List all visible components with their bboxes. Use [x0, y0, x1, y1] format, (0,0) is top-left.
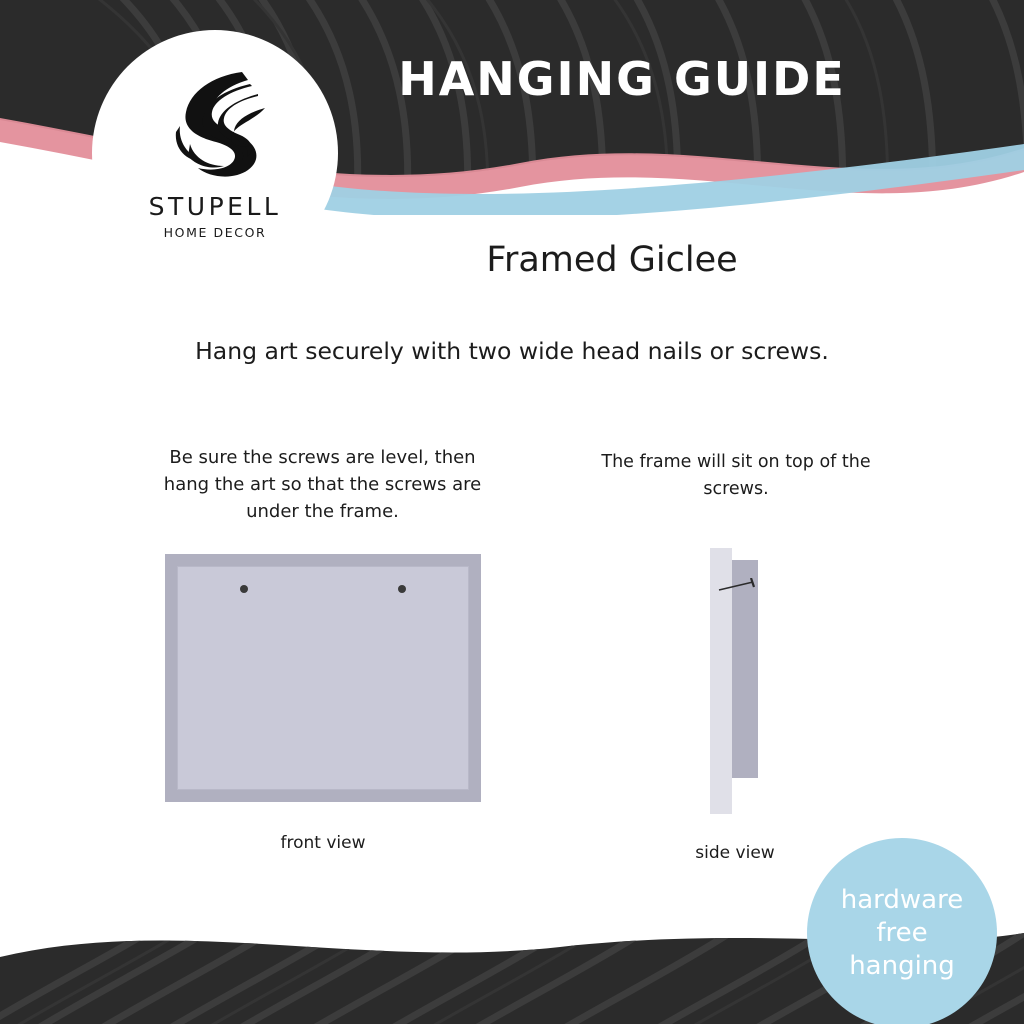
- brand-name: STUPELL: [148, 192, 282, 221]
- main-instruction: Hang art securely with two wide head nails or screws.: [195, 337, 829, 365]
- screw-dot-left-icon: [240, 585, 248, 593]
- screw-dot-right-icon: [398, 585, 406, 593]
- badge-line-3: hanging: [849, 950, 955, 981]
- front-view-mat: [177, 566, 469, 790]
- side-view-label: side view: [695, 843, 775, 863]
- brand-tagline: HOME DECOR: [163, 225, 267, 240]
- page-title: HANGING GUIDE: [398, 52, 846, 106]
- badge-line-2: free: [876, 917, 928, 948]
- badge-line-1: hardware: [840, 884, 964, 915]
- front-view-label: front view: [280, 833, 366, 853]
- brand-logo-badge: [92, 30, 338, 276]
- front-view-caption: Be sure the screws are level, then hang the art so that the screws are under the frame.: [163, 447, 482, 522]
- product-type: Framed Giclee: [486, 240, 738, 280]
- nail-icon: [717, 578, 757, 594]
- side-view-caption: The frame will sit on top of the screws.: [601, 452, 871, 499]
- front-view-diagram: [165, 554, 481, 802]
- hardware-free-badge: [807, 838, 997, 1024]
- stupell-swirl-logo-icon: [150, 66, 280, 188]
